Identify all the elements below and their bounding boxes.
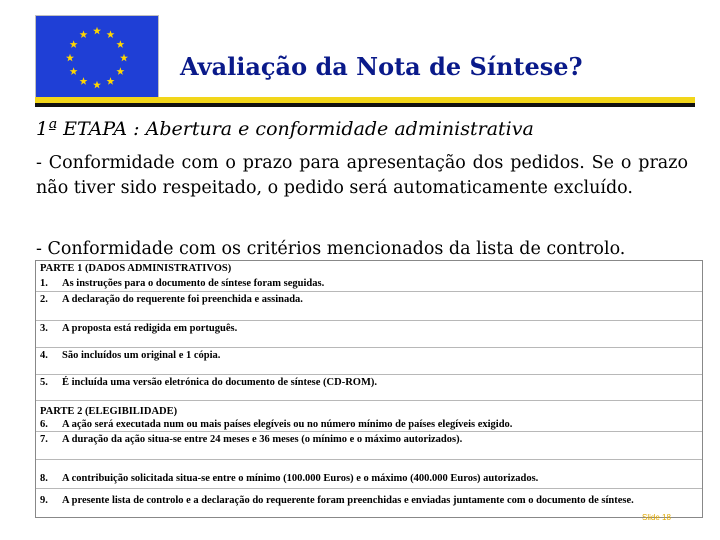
star-icon bbox=[93, 27, 101, 35]
slide-number: Slide 18 bbox=[642, 513, 671, 522]
checklist-part2-title: PARTE 2 (ELEGIBILIDADE) bbox=[40, 406, 178, 417]
star-icon bbox=[116, 40, 124, 48]
table-row bbox=[36, 348, 702, 375]
row-text: A contribuição solicitada situa-se entre o mínimo (100.000 Euros) e o máximo (400.000 Euros) autorizados. bbox=[62, 473, 539, 484]
star-icon bbox=[93, 81, 101, 89]
row-text: A presente lista de controlo e a declaração do requerente foram preenchidas e enviadas juntamente com o documento de síntese. bbox=[62, 495, 634, 506]
black-divider bbox=[35, 103, 695, 107]
row-number: 3. bbox=[40, 323, 48, 334]
star-icon bbox=[70, 40, 78, 48]
row-text: A declaração do requerente foi preenchida e assinada. bbox=[62, 294, 303, 305]
table-row bbox=[36, 375, 702, 401]
star-icon bbox=[70, 67, 78, 75]
row-text: As instruções para o documento de síntese foram seguidas. bbox=[62, 278, 325, 289]
row-number: 6. bbox=[40, 419, 48, 430]
eu-flag-icon bbox=[35, 15, 159, 101]
paragraph-criteria: - Conformidade com os critérios mencionados da lista de controlo. bbox=[36, 239, 626, 259]
table-row bbox=[36, 432, 702, 460]
table-row bbox=[36, 489, 702, 517]
row-number: 8. bbox=[40, 473, 48, 484]
row-number: 7. bbox=[40, 434, 48, 445]
row-number: 1. bbox=[40, 278, 48, 289]
star-icon bbox=[107, 77, 115, 85]
star-icon bbox=[80, 30, 88, 38]
row-text: São incluídos um original e 1 cópia. bbox=[62, 350, 221, 361]
row-number: 5. bbox=[40, 377, 48, 388]
table-row bbox=[36, 418, 702, 432]
checklist-part1-title: PARTE 1 (DADOS ADMINISTRATIVOS) bbox=[40, 263, 232, 274]
checklist-table bbox=[35, 260, 703, 518]
star-icon bbox=[66, 54, 74, 62]
row-text: É incluída uma versão eletrónica do documento de síntese (CD-ROM). bbox=[62, 377, 377, 388]
table-row bbox=[36, 275, 702, 292]
table-row bbox=[36, 292, 702, 321]
star-icon bbox=[116, 67, 124, 75]
row-text: A duração da ação situa-se entre 24 meses e 36 meses (o mínimo e o máximo autorizados). bbox=[62, 434, 463, 445]
paragraph-deadline: - Conformidade com o prazo para apresentação dos pedidos. Se o prazo não tiver sido respeitado, o pedido será automaticamente excluído. bbox=[36, 153, 688, 198]
table-row bbox=[36, 321, 702, 348]
page-title: Avaliação da Nota de Síntese? bbox=[180, 52, 583, 81]
row-text: A ação será executada num ou mais países elegíveis ou no número mínimo de países elegíveis exigido. bbox=[62, 419, 513, 430]
row-text: A proposta está redigida em português. bbox=[62, 323, 238, 334]
row-number: 2. bbox=[40, 294, 48, 305]
row-number: 4. bbox=[40, 350, 48, 361]
star-icon bbox=[107, 30, 115, 38]
star-icon bbox=[80, 77, 88, 85]
table-row bbox=[36, 460, 702, 489]
row-number: 9. bbox=[40, 495, 48, 506]
star-icon bbox=[120, 54, 128, 62]
section-subtitle: 1ª ETAPA : Abertura e conformidade administrativa bbox=[36, 118, 534, 140]
